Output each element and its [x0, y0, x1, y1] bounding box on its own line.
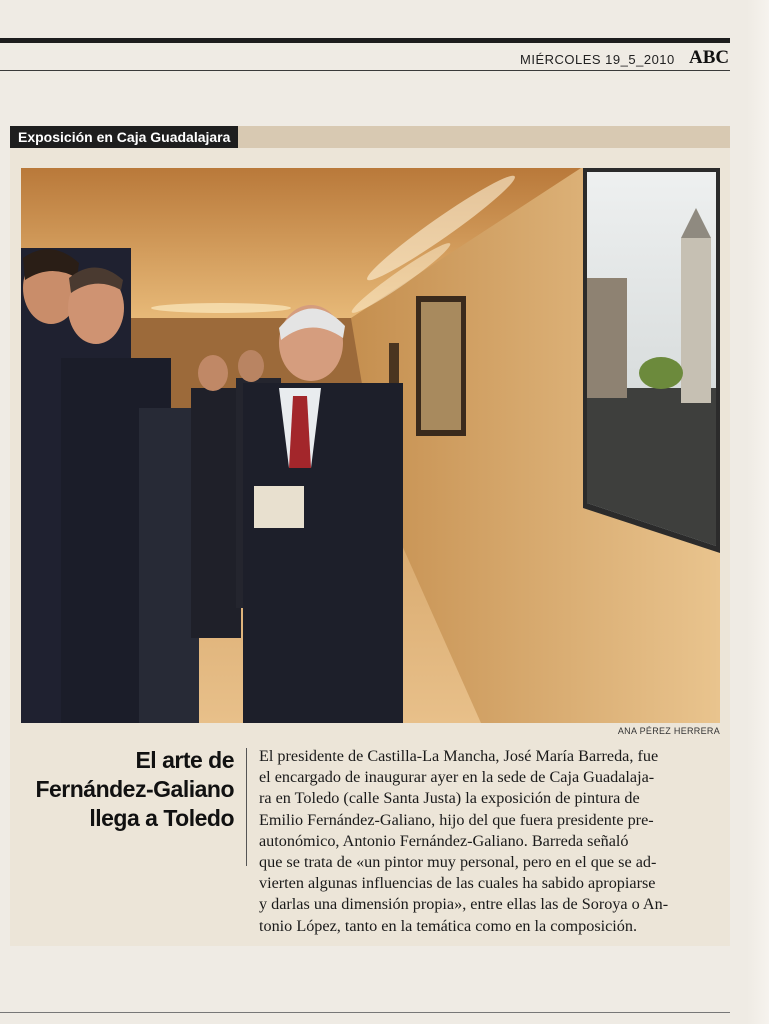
body-line: ra en Toledo (calle Santa Justa) la exposición de pintura de: [259, 789, 640, 808]
footer-rule: [0, 1012, 730, 1013]
headline-line: Fernández-Galiano: [35, 776, 234, 802]
body-line: autonómico, Antonio Fernández-Galiano. Barreda señaló: [259, 831, 629, 850]
headline-line: llega a Toledo: [89, 805, 234, 831]
article-photo: [21, 168, 720, 723]
header-thin-rule: [0, 70, 730, 71]
article-body: [259, 746, 721, 937]
body-line: tonio López, tanto en la temática como en la composición.: [259, 916, 638, 935]
article-headline: [14, 746, 234, 833]
body-line: vierten algunas influencias de las cuales ha sabido apropiarse: [259, 874, 656, 893]
issue-date: MIÉRCOLES 19_5_2010: [520, 52, 675, 67]
body-line: Emilio Fernández-Galiano, hijo del que fuera presidente pre-: [259, 810, 654, 829]
headline-line: El arte de: [135, 747, 234, 773]
photo-credit: ANA PÉREZ HERRERA: [617, 726, 720, 736]
newspaper-logo: ABC: [689, 47, 730, 68]
body-line: el encargado de inaugurar ayer en la sede de Caja Guadalaja-: [259, 768, 655, 787]
body-line: y darlas una dimensión propia», entre ellas las de Soroya o An-: [259, 895, 669, 914]
paper-edge: [747, 0, 769, 1024]
column-divider: [246, 748, 247, 866]
section-kicker: Exposición en Caja Guadalajara: [10, 126, 238, 148]
header-rule: [0, 38, 730, 43]
body-line: El presidente de Castilla-La Mancha, José María Barreda, fue: [259, 747, 659, 765]
body-line: que se trata de «un pintor muy personal, pero en el que se ad-: [259, 853, 657, 872]
